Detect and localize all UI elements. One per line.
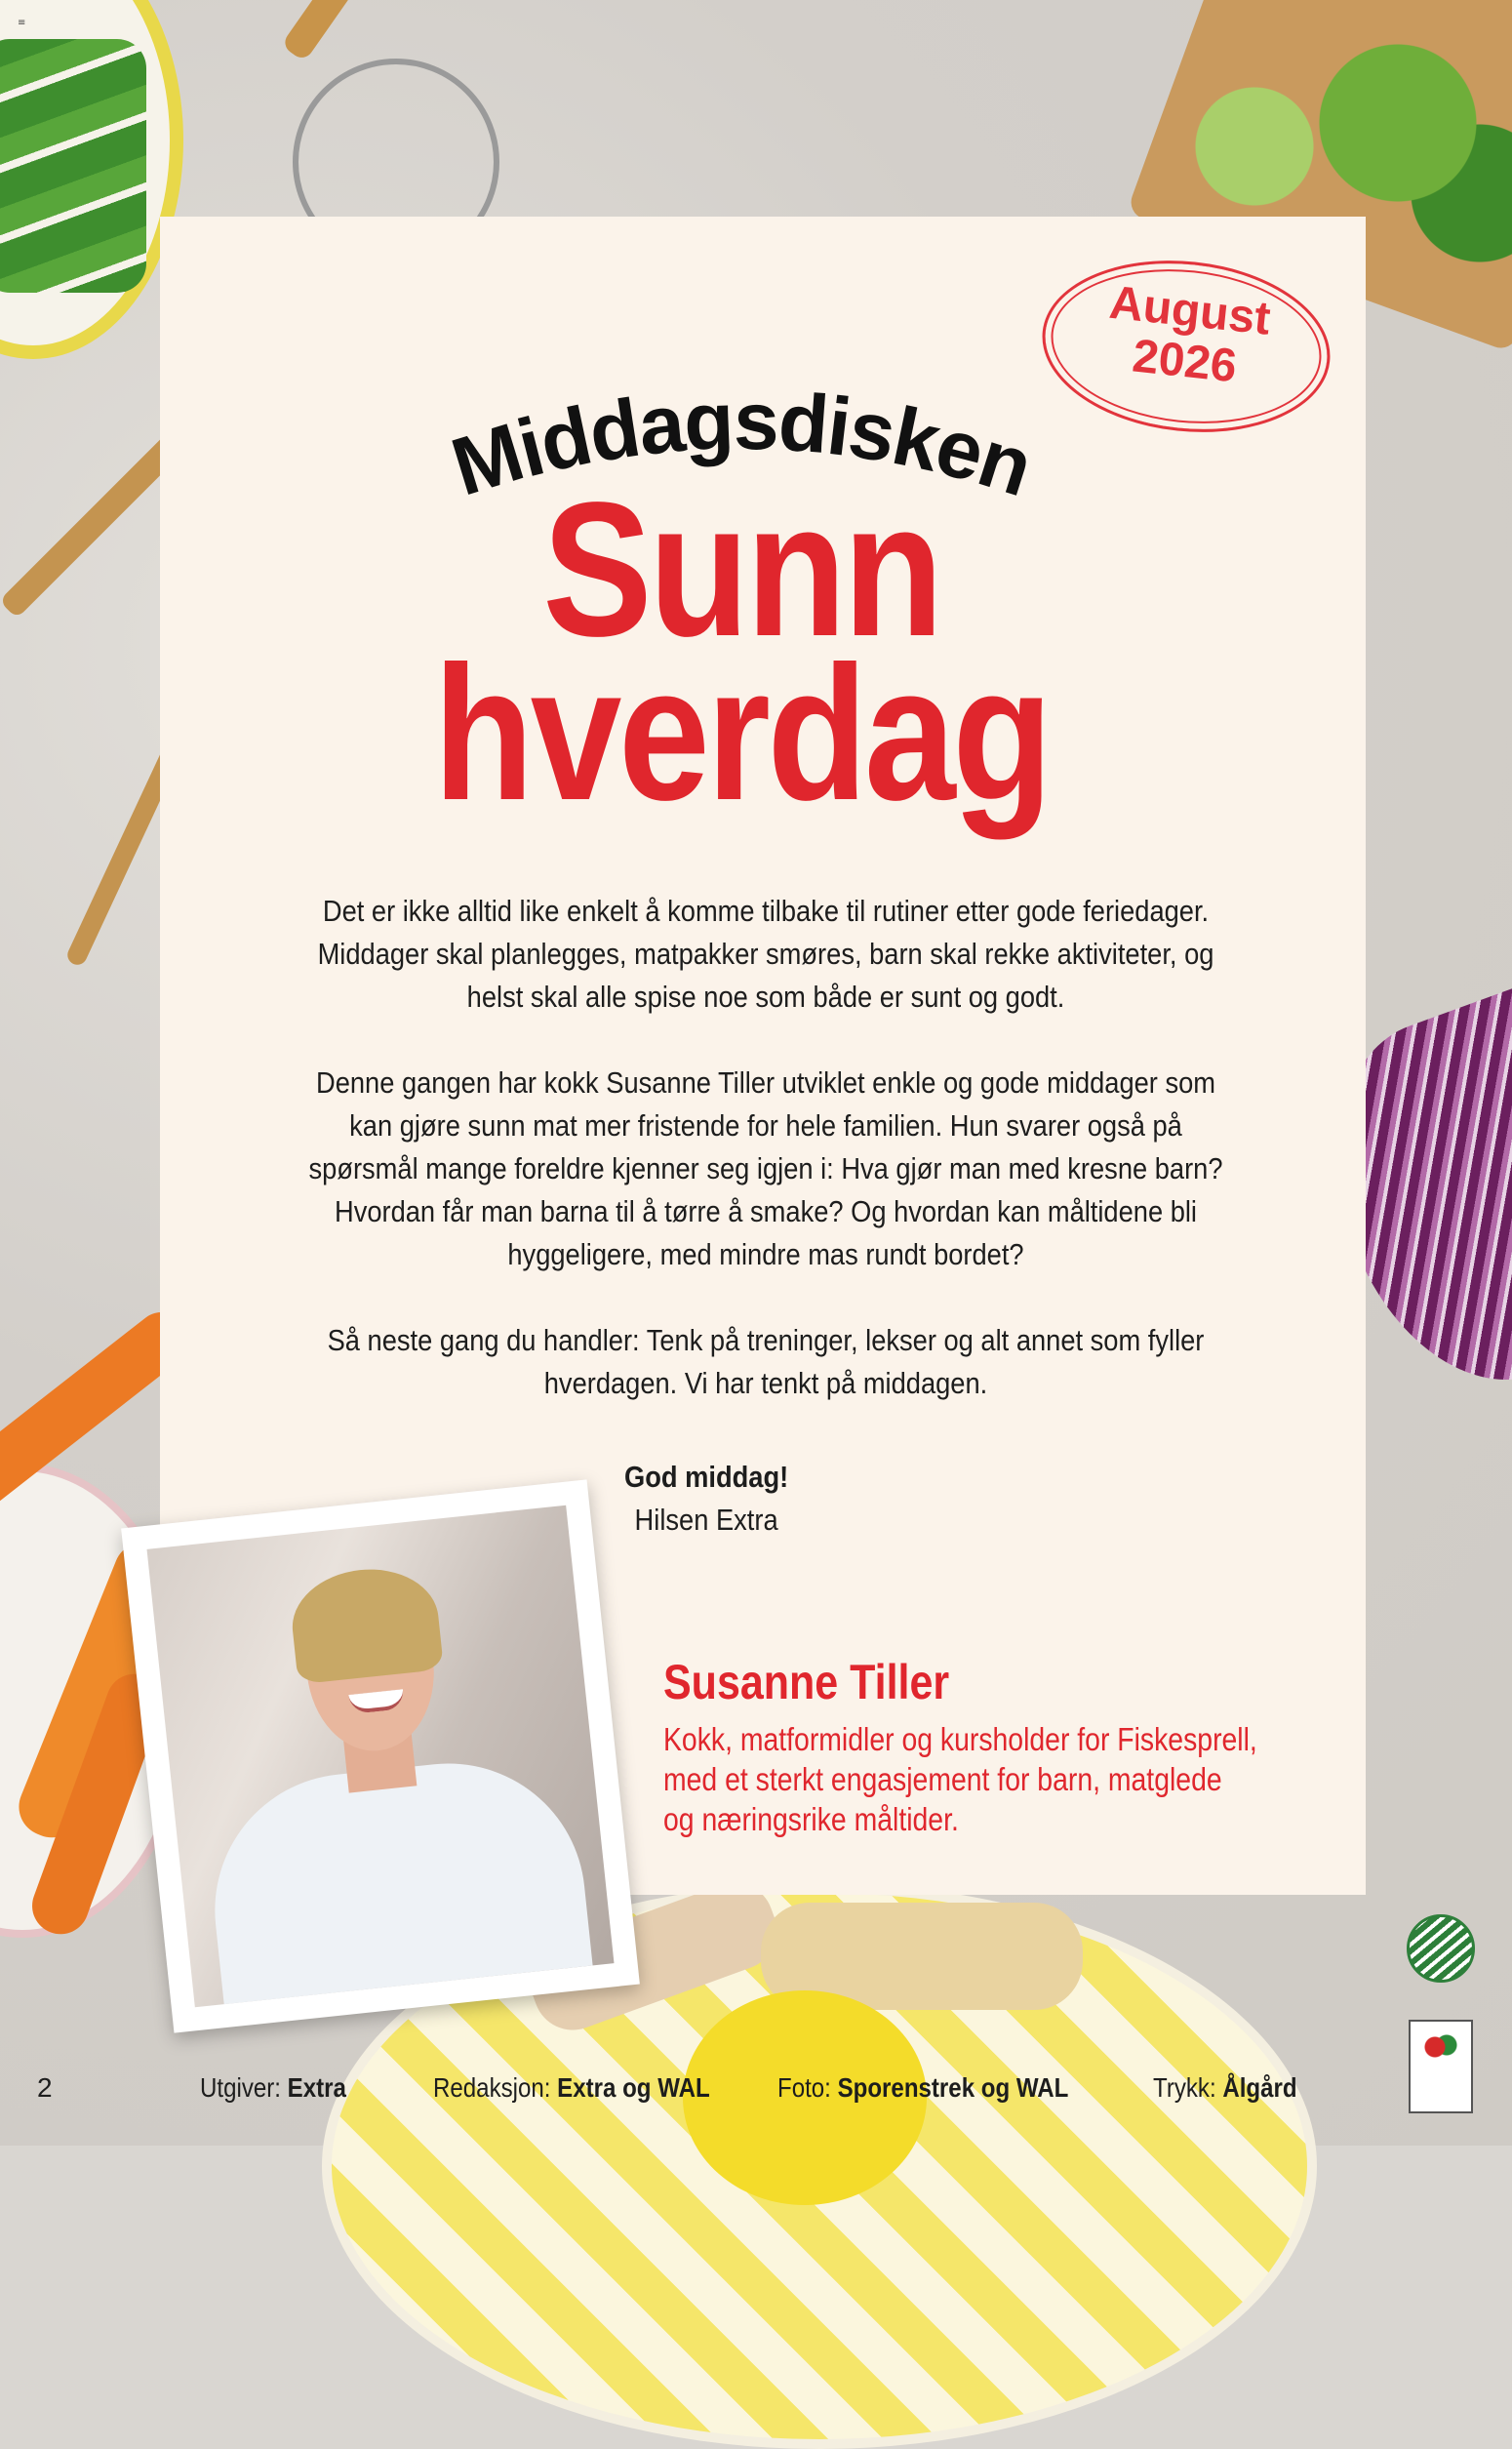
stamp-year: 2026 xyxy=(1130,330,1240,393)
stamp-month: August xyxy=(1106,276,1273,345)
svanemerket-logo xyxy=(1407,1914,1473,2002)
chef-description xyxy=(663,1719,1267,1839)
chef-name: Susanne Tiller xyxy=(663,1655,950,1709)
chef-photo xyxy=(121,1479,640,2032)
title-line-2: hverdag xyxy=(433,626,1050,840)
intro-paragraph: Det er ikke alltid like enkelt å komme tilbake til rutiner etter gode feriedager. Middager skal planlegges, matpakker smøres, barn skal rekke aktiviteter, og helst skal alle spise noe som både er sunt og godt. xyxy=(317,894,1214,1014)
menu-icon[interactable]: ≡ xyxy=(18,18,26,28)
colophon xyxy=(0,2072,1512,2111)
intro-paragraph: Så neste gang du handler: Tenk på treninger, lekser og alt annet som fyller hverdagen. Vi har tenkt på middagen. xyxy=(327,1323,1205,1400)
publisher-credit xyxy=(200,2072,346,2104)
chef-description-line: med et sterkt engasjement for barn, matglede xyxy=(663,1761,1222,1797)
photo-credit xyxy=(777,2072,1068,2104)
print-label: Trykk: xyxy=(1153,2072,1216,2103)
publisher-label: Utgiver: xyxy=(200,2072,281,2103)
signoff-greeting: God middag! xyxy=(624,1460,789,1494)
editorial-label: Redaksjon: xyxy=(433,2072,551,2103)
chef-description-line: Kokk, matformidler og kursholder for Fiskesprell, xyxy=(663,1721,1257,1757)
page-number: 2 xyxy=(37,2072,53,2103)
peas-decoration xyxy=(0,39,146,293)
kicker-text: Middagsdisken xyxy=(441,374,1042,513)
page-title xyxy=(247,462,1237,840)
title-line-1: Sunn xyxy=(542,462,940,676)
photo-value: Sporenstrek og WAL xyxy=(837,2072,1069,2103)
publisher-value: Extra xyxy=(287,2072,346,2103)
print-credit xyxy=(1153,2072,1297,2104)
print-value: Ålgård xyxy=(1222,2072,1297,2103)
photo-label: Foto: xyxy=(777,2072,831,2103)
editorial-credit xyxy=(433,2072,710,2104)
signoff xyxy=(624,1456,864,1542)
intro-text xyxy=(306,890,1225,1448)
signoff-signature: Hilsen Extra xyxy=(634,1503,778,1537)
editorial-value: Extra og WAL xyxy=(557,2072,710,2103)
intro-paragraph: Denne gangen har kokk Susanne Tiller utviklet enkle og gode middager som kan gjøre sunn mat mer fristende for hele familien. Hun svarer også på spørsmål mange foreldre kjenner seg igjen i: Hva gjør man med kresne barn? Hvordan får man barna til å tørre å smake? Og hvordan kan måltidene bli hyggeligere, med mindre mas rundt bordet? xyxy=(308,1065,1223,1271)
chef-description-line: og næringsrike måltider. xyxy=(663,1801,959,1837)
